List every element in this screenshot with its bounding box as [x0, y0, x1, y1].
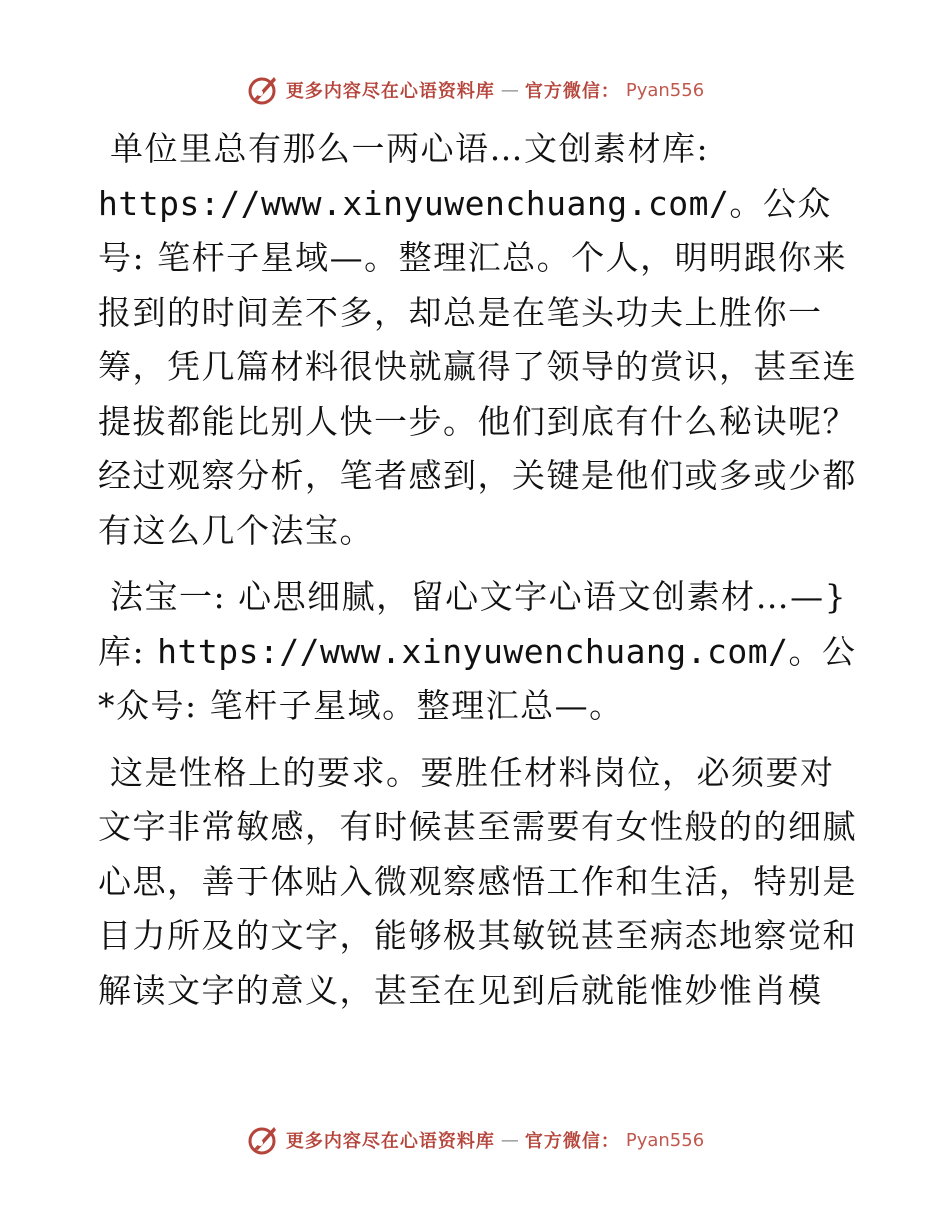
paragraph-1-segment-3: 公众号: 笔杆子星域—。整理汇总。个人，明明跟你来报到的时间差不多，却总是在笔头功夫上胜你一筹，凭几篇材料很快就赢得了领导的赏识，甚至连提拔都能比别人快一步。他们到底有什么秘诀呢？经过观察分析，笔者感到，关键是他们或多或少都有这么几个法宝。	[98, 183, 857, 550]
paragraph-2-segment-3: 公*众号: 笔杆子星域。整理汇总—。	[98, 631, 857, 725]
paragraph-3-segment-1: 这是性格上的要求。要胜任材料岗位，必须要对文字非常敏感，有时候甚至需要有女性般的的细腻心思，善于体贴入微观察感悟工作和生活，特别是目力所及的文字，能够极其敏锐甚至病态地察觉和解读文字的意义，甚至在见到后就能惟妙惟肖模	[98, 752, 857, 1010]
paragraph-2-url: https://www.xinyuwenchuang.com/。	[157, 631, 823, 671]
quill-logo-icon	[246, 73, 280, 107]
document-body	[98, 122, 858, 1030]
paragraph-3	[98, 746, 858, 1019]
banner-dash: —	[500, 1129, 519, 1151]
footer-watermark-banner	[0, 1120, 950, 1160]
paragraph-2	[98, 570, 858, 734]
paragraph-1	[98, 122, 858, 558]
banner-wechat-label: 官方微信：	[524, 1131, 620, 1152]
banner-wechat-id: Pyan556	[625, 1129, 705, 1151]
banner-main-text: 更多内容尽在心语资料库	[285, 1131, 495, 1152]
quill-logo-icon	[246, 1123, 280, 1157]
paragraph-2-segment-1: 法宝一: 心思细腻，留心文字心语文创素材…—}库:	[98, 577, 848, 671]
banner-wechat-label: 官方微信：	[524, 81, 620, 102]
banner-main-text: 更多内容尽在心语资料库	[285, 81, 495, 102]
paragraph-1-segment-1: 单位里总有那么一两心语…文创素材库:	[110, 129, 710, 168]
paragraph-1-url: https://www.xinyuwenchuang.com/。	[98, 183, 763, 223]
banner-wechat-id: Pyan556	[625, 79, 705, 101]
banner-dash: —	[500, 79, 519, 101]
header-watermark-banner	[0, 70, 950, 110]
